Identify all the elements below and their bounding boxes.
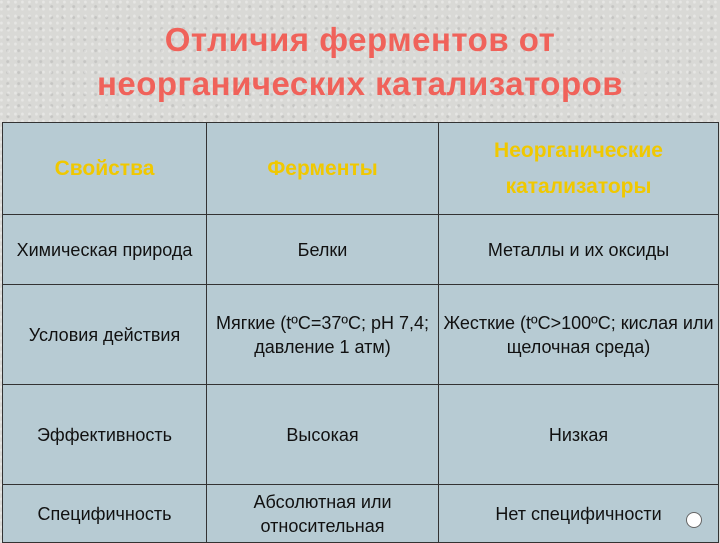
table-header-row	[3, 123, 719, 215]
table-row	[3, 215, 719, 285]
cell-property: Специфичность	[3, 485, 207, 543]
cell-enzymes: Белки	[207, 215, 439, 285]
cell-enzymes: Мягкие (tºC=37ºC; pH 7,4; давление 1 атм)	[207, 285, 439, 385]
slide-title	[0, 18, 720, 106]
circle-nav-icon[interactable]	[686, 512, 702, 528]
header-enzymes: Ферменты	[207, 123, 439, 215]
comparison-table	[2, 122, 719, 543]
cell-property: Эффективность	[3, 385, 207, 485]
cell-inorganic: Жесткие (tºC>100ºC; кислая или щелочная среда)	[439, 285, 719, 385]
cell-inorganic: Нет специфичности	[439, 485, 719, 543]
cell-property: Химическая природа	[3, 215, 207, 285]
title-line-1: Отличия ферментов от	[164, 21, 556, 58]
cell-inorganic: Низкая	[439, 385, 719, 485]
table-row	[3, 485, 719, 543]
cell-property: Условия действия	[3, 285, 207, 385]
title-line-2: неорганических катализаторов	[96, 65, 624, 102]
cell-inorganic: Металлы и их оксиды	[439, 215, 719, 285]
table-row	[3, 385, 719, 485]
header-inorganic-catalysts: Неорганические катализаторы	[439, 123, 719, 215]
cell-enzymes: Высокая	[207, 385, 439, 485]
header-properties: Свойства	[3, 123, 207, 215]
cell-enzymes: Абсолютная или относительная	[207, 485, 439, 543]
table-row	[3, 285, 719, 385]
